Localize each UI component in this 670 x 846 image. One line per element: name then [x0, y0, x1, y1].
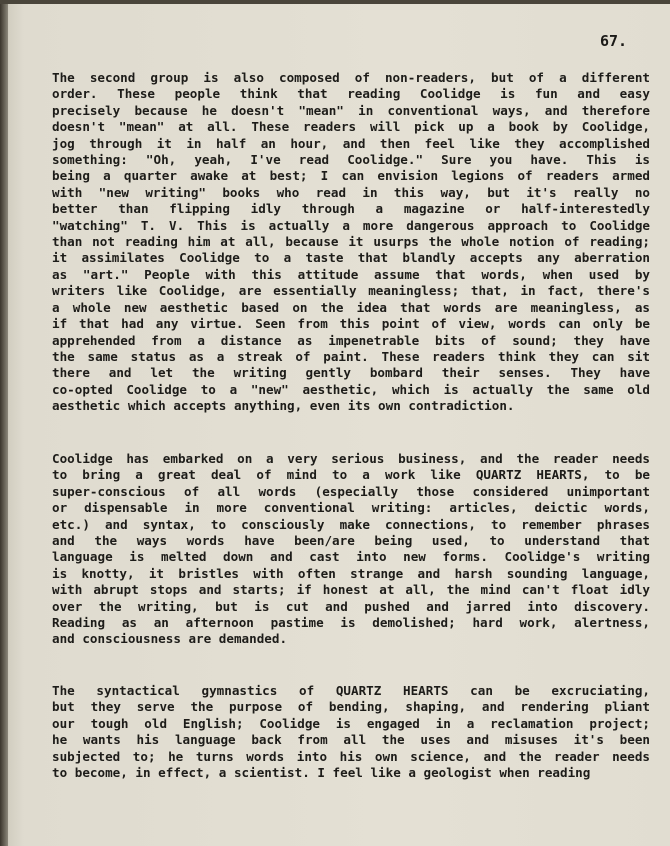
text-line: but they serve the purpose of bending, shaping, and rendering pliant	[52, 699, 650, 715]
text-line: writers like Coolidge, are essentially meaningless; that, in fact, there's	[52, 283, 650, 299]
text-line: there and let the writing gently bombard their senses. They have	[52, 365, 650, 381]
text-line: Coolidge has embarked on a very serious business, and the reader needs	[52, 451, 650, 466]
text-line: as "art." People with this attitude assume that words, when used by	[52, 266, 650, 282]
text-line: better than flipping idly through a magazine or half-interestedly	[52, 201, 650, 217]
page-top-edge	[0, 0, 670, 4]
text-line: to bring a great deal of mind to a work like QUARTZ HEARTS, to be	[52, 467, 650, 483]
text-line: etc.) and syntax, to consciously make connections, to remember phrases	[52, 516, 650, 532]
text-line: a whole new aesthetic based on the idea that words are meaningless, as	[52, 299, 650, 315]
text-line: being a quarter awake at best; I can envision legions of readers armed	[52, 168, 650, 184]
text-line: or dispensable in more conventional writing: articles, deictic words,	[52, 500, 650, 516]
text-line: with abrupt stops and starts; if honest at all, the mind can't float idly	[52, 582, 650, 598]
text-line: if that had any virtue. Seen from this point of view, words can only be	[52, 316, 650, 332]
text-line: the same status as a streak of paint. These readers think they can sit	[52, 348, 650, 364]
paragraph-1	[52, 70, 650, 415]
text-line: language is melted down and cast into new forms. Coolidge's writing	[52, 549, 650, 565]
text-line: is knotty, it bristles with often strange and harsh sounding language,	[52, 565, 650, 581]
text-line: with "new writing" books who read in this way, but it's really no	[52, 184, 650, 200]
text-line: to become, in effect, a scientist. I feel like a geologist when reading	[52, 765, 591, 781]
text-line: The syntactical gymnastics of QUARTZ HEARTS can be excruciating,	[52, 683, 650, 698]
text-line: doesn't "mean" at all. These readers will pick up a book by Coolidge,	[52, 119, 650, 135]
text-line: it assimilates Coolidge to a taste that blandly accepts any aberration	[52, 250, 650, 266]
text-line: order. These people think that reading Coolidge is fun and easy	[52, 86, 650, 102]
text-line: "watching" T. V. This is actually a more dangerous approach to Coolidge	[52, 217, 650, 233]
text-line: subjected to; he turns words into his own science, and the reader needs	[52, 748, 650, 764]
text-line: our tough old English; Coolidge is engaged in a reclamation project;	[52, 715, 650, 731]
book-spine-shadow	[0, 0, 8, 846]
text-line: super-conscious of all words (especially those considered unimportant	[52, 483, 650, 499]
text-line: aesthetic which accepts anything, even its own contradiction.	[52, 398, 515, 414]
paragraph-3	[52, 683, 650, 781]
text-line: and consciousness are demanded.	[52, 631, 288, 647]
paragraph-2	[52, 451, 650, 648]
text-line: over the writing, but is cut and pushed and jarred into discovery.	[52, 598, 650, 614]
text-line: The second group is also composed of non-readers, but of a different	[52, 70, 650, 85]
text-line: jog through it in half an hour, and then feel like they accomplished	[52, 135, 650, 151]
text-line: co-opted Coolidge to a "new" aesthetic, which is actually the same old	[52, 381, 650, 397]
text-line: and the ways words have been/are being used, to understand that	[52, 533, 650, 549]
text-line: he wants his language back from all the uses and misuses it's been	[52, 732, 650, 748]
text-line: than not reading him at all, because it usurps the whole notion of reading;	[52, 234, 650, 250]
text-line: precisely because he doesn't "mean" in conventional ways, and therefore	[52, 102, 650, 118]
text-line: something: "Oh, yeah, I've read Coolidge." Sure you have. This is	[52, 152, 650, 168]
text-line: apprehended from a distance as impenetrable bits of sound; they have	[52, 332, 650, 348]
page-number: 67.	[600, 32, 628, 50]
text-line: Reading as an afternoon pastime is demolished; hard work, alertness,	[52, 615, 650, 631]
